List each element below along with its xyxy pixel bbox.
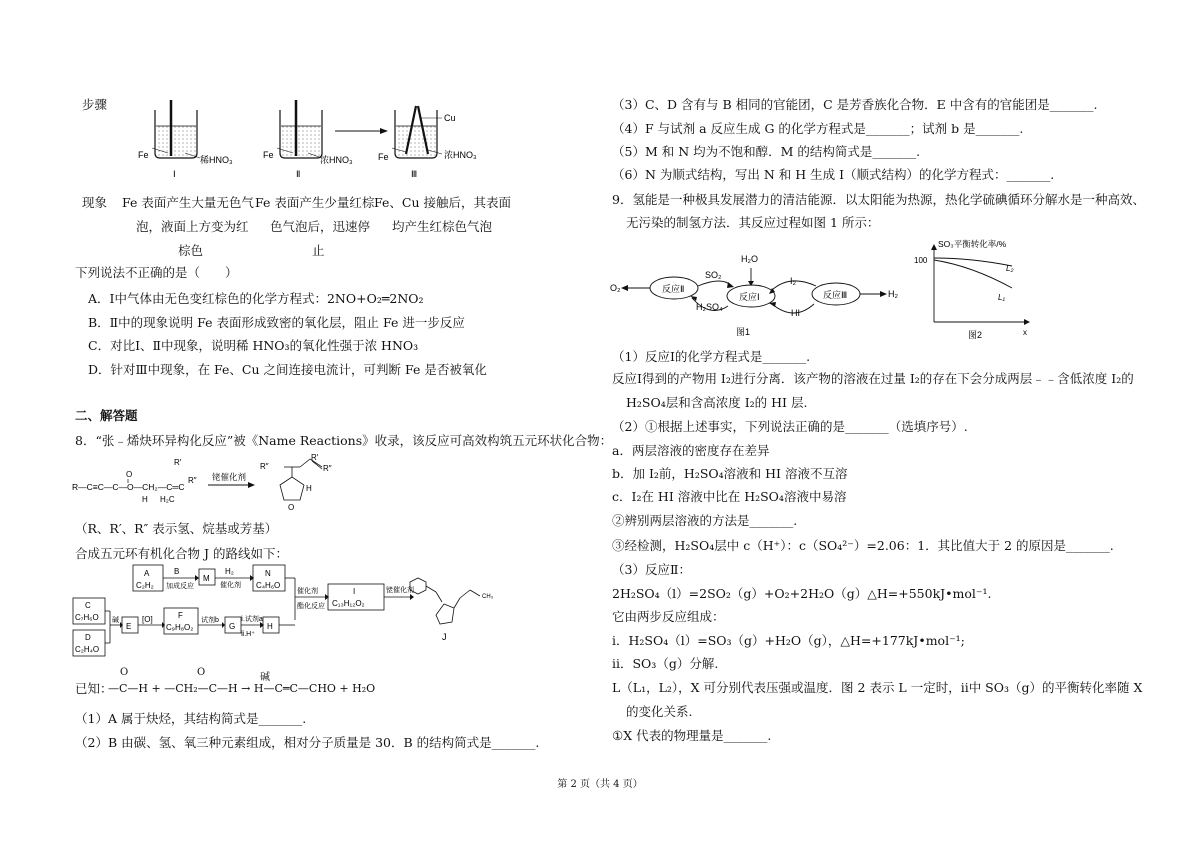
phen-c2-3: 止 bbox=[312, 243, 325, 258]
fig2-x: x bbox=[1023, 328, 1027, 337]
question-7-intro: 下列说法不正确的是（ ） bbox=[75, 265, 238, 280]
subq-3: （3）C、D 含有与 B 相同的官能团，C 是芳香族化合物．E 中含有的官能团是_______. bbox=[612, 97, 1098, 112]
product-r: R″ bbox=[260, 462, 269, 471]
box-f1: F bbox=[178, 611, 183, 620]
phen-c3-1: Fe、Cu 接触后，其表面 bbox=[374, 195, 511, 210]
scheme-b: B bbox=[174, 567, 180, 576]
react-o: O bbox=[126, 470, 133, 479]
question-9-line2: 无污染的制氢方法．其反应过程如图 1 所示： bbox=[626, 215, 880, 230]
fig1-r3: 反应Ⅲ bbox=[823, 290, 848, 300]
box-a1: A bbox=[144, 569, 150, 578]
beaker-3-cu: Cu bbox=[444, 113, 456, 123]
fig1-so2: SO₂ bbox=[705, 270, 722, 280]
part-3: （3）反应Ⅱ： bbox=[612, 562, 691, 577]
react-catalyst: 铑催化剂 bbox=[212, 472, 247, 482]
beaker-1 bbox=[152, 100, 200, 158]
box-g: G bbox=[229, 622, 236, 631]
react-rp: R′ bbox=[174, 458, 182, 467]
beaker-diagrams bbox=[130, 98, 590, 178]
subq-2: （2）B 由碳、氢、氧三种元素组成，相对分子质量是 30．B 的结构简式是_______. bbox=[75, 735, 540, 750]
fig1-i2: I₂ bbox=[790, 276, 796, 286]
product-h: H bbox=[306, 484, 312, 493]
subq-6: （6）N 为顺式结构，写出 N 和 H 生成 I（顺式结构）的化学方程式：_______. bbox=[612, 167, 1055, 182]
box-f2: C₉H₈O₂ bbox=[166, 623, 194, 632]
two-steps: 它由两步反应组成： bbox=[612, 609, 725, 624]
step-i: ⅰ．H₂SO₄（l）=SO₃（g）+H₂O（g），△H=+177kJ•mol⁻¹; bbox=[612, 633, 965, 648]
subq-5: （5）M 和 N 均为不饱和醇．M 的结构简式是_______. bbox=[612, 144, 921, 159]
beaker-3-acid: 浓HNO₃ bbox=[444, 150, 477, 160]
scheme-add: 加成反应 bbox=[166, 583, 194, 590]
known-equation: —C—H + —CH₂—C—H → H—C═C—CHO + H₂O bbox=[108, 682, 376, 695]
phen-c3-2: 均产生红棕色气泡 bbox=[392, 219, 493, 234]
subq-1: （1）A 属于炔烃，其结构简式是_______. bbox=[75, 711, 307, 726]
part-2-q2: ②辨别两层溶液的方法是_______. bbox=[612, 513, 798, 528]
box-c2: C₇H₆O bbox=[75, 613, 99, 622]
fig2-l2: L₂ bbox=[1006, 264, 1014, 273]
figure-2-plot bbox=[912, 240, 1042, 340]
box-d2: C₂H₄O bbox=[75, 645, 100, 654]
fig1-r2: 反应Ⅱ bbox=[662, 284, 685, 294]
phen-c1-2: 泡，液面上方变为红 bbox=[136, 219, 249, 234]
fig1-r1: 反应Ⅰ bbox=[739, 292, 760, 302]
known-o-1: O bbox=[120, 667, 129, 678]
known-catalyst: 碱 bbox=[260, 672, 270, 683]
option-b-miscible: b．加 I₂前，H₂SO₄溶液和 HI 溶液不互溶 bbox=[612, 466, 848, 481]
phen-c1-1: Fe 表面产生大量无色气 bbox=[122, 195, 254, 210]
scheme-rh: 铑催化剂 bbox=[386, 587, 414, 594]
option-c-solubility: c．I₂在 HI 溶液中比在 H₂SO₄溶液中易溶 bbox=[612, 489, 847, 504]
box-m: M bbox=[203, 574, 210, 583]
box-n1: N bbox=[265, 569, 271, 578]
scheme-cat: 催化剂 bbox=[220, 582, 241, 589]
r-note: （R、R′、R″ 表示氢、烷基或芳基） bbox=[75, 521, 278, 536]
option-b: B．Ⅱ中的现象说明 Fe 表面形成致密的氧化层，阻止 Fe 进一步反应 bbox=[88, 315, 465, 330]
synthesis-route bbox=[70, 560, 500, 670]
fig1-hi: HI bbox=[791, 308, 800, 318]
reaction-ii: 2H₂SO₄（l）=2SO₂（g）+O₂+2H₂O（g）△H=+550kJ•mol⁻¹. bbox=[612, 586, 992, 601]
scheme-ra: ⅰ.试剂a bbox=[241, 616, 263, 623]
part-2a: 反应Ⅰ得到的产物用 I₂进行分离．该产物的溶液在过量 I₂的存在下会分成两层﹣﹣含低浓度 I₂的 bbox=[612, 371, 1134, 386]
option-a-density: a．两层溶液的密度存在差异 bbox=[612, 443, 770, 458]
beaker-2-label: Ⅱ bbox=[296, 169, 301, 179]
route-intro: 合成五元环有机化合物 J 的路线如下： bbox=[75, 546, 288, 561]
known-label: 已知： bbox=[75, 681, 113, 696]
scheme-ch3: CH₃ bbox=[482, 594, 494, 600]
l-x-desc-2: 的变化关系. bbox=[626, 704, 693, 719]
beaker-3 bbox=[392, 106, 442, 158]
product-rp: R′ bbox=[311, 453, 319, 462]
fig2-title: SO₃平衡转化率/% bbox=[938, 239, 1007, 249]
box-n2: C₄H₆O bbox=[256, 581, 281, 590]
beaker-2 bbox=[277, 100, 322, 158]
part-1: （1）反应Ⅰ的化学方程式是_______. bbox=[612, 349, 811, 364]
subq-4: （4）F 与试剂 a 反应生成 G 的化学方程式是_______；试剂 b 是_______. bbox=[612, 121, 1024, 136]
fig1-caption: 图1 bbox=[736, 327, 751, 337]
react-h: H bbox=[142, 495, 148, 504]
l-x-desc: L（L₁，L₂），X 可分别代表压强或温度．图 2 表示 L 一定时，ⅱ中 SO₃（g）的平衡转化率随 X bbox=[612, 680, 1143, 695]
box-h: H bbox=[267, 622, 273, 631]
phen-c2-1: Fe 表面产生少量红棕 bbox=[255, 195, 375, 210]
phen-label: 现象 bbox=[82, 195, 108, 210]
box-i1: I bbox=[353, 587, 356, 596]
box-d1: D bbox=[85, 633, 91, 642]
page-footer: 第 2 页（共 4 页） bbox=[557, 779, 643, 790]
box-a2: C₂H₂ bbox=[136, 581, 154, 590]
part-2-q3: ③经检测，H₂SO₄层中 c（H⁺）：c（SO₄²⁻）=2.06：1．其比值大于 2 的原因是_______. bbox=[612, 538, 1114, 553]
phen-c1-3: 棕色 bbox=[178, 243, 204, 258]
fig1-o2: O₂ bbox=[610, 283, 621, 293]
box-c1: C bbox=[85, 601, 91, 610]
beaker-3-fe: Fe bbox=[378, 152, 389, 162]
fig1-h2so4: H₂SO₄ bbox=[696, 302, 723, 312]
react-lhs: R—C≡C—C—O—CH₂—C═C bbox=[72, 482, 185, 492]
steps-label: 步骤 bbox=[82, 97, 108, 112]
beaker-1-label: Ⅰ bbox=[173, 169, 176, 179]
product-o: O bbox=[288, 503, 295, 512]
option-d: D．针对Ⅲ中现象，在 Fe、Cu 之间连接电流计，可判断 Fe 是否被氧化 bbox=[88, 362, 487, 377]
beaker-2-acid: 浓HNO₃ bbox=[320, 155, 353, 165]
figure-1-cycle bbox=[610, 248, 900, 348]
part-2b: H₂SO₄层和含高浓度 I₂的 HI 层. bbox=[626, 395, 808, 410]
fig1-h2: H₂ bbox=[888, 289, 898, 299]
zhang-reaction bbox=[70, 455, 370, 515]
scheme-alk: 碱 bbox=[112, 617, 119, 624]
fig2-y100: 100 bbox=[914, 256, 928, 265]
fig1-h2o: H₂O bbox=[741, 254, 758, 264]
beaker-1-acid: 稀HNO₃ bbox=[200, 155, 233, 165]
product-rpp: R″ bbox=[323, 464, 332, 473]
beaker-1-fe: Fe bbox=[138, 150, 149, 160]
react-rpp: R″ bbox=[188, 476, 197, 485]
scheme-rb: 试剂b bbox=[201, 617, 219, 624]
known-o-2: O bbox=[197, 667, 206, 678]
question-8: 8．“张﹣烯炔环异构化反应”被《Name Reactions》收录，该反应可高效构筑五元环状化合物： bbox=[75, 433, 613, 448]
beaker-3-label: Ⅲ bbox=[411, 169, 418, 179]
scheme-esterif: 酯化反应 bbox=[297, 603, 325, 610]
compound-j: J bbox=[442, 632, 447, 642]
part-3-q1: ①X 代表的物理量是_______. bbox=[612, 728, 772, 743]
react-h2c: H₂C bbox=[160, 495, 175, 504]
scheme-hplus: ⅱ.H⁺ bbox=[241, 631, 255, 638]
beaker-2-fe: Fe bbox=[263, 150, 274, 160]
box-e: E bbox=[126, 622, 132, 631]
question-9-line1: 9．氢能是一种极具发展潜力的清洁能源．以太阳能为热源，热化学硫碘循环分解水是一种高效、 bbox=[612, 192, 1145, 207]
fig2-caption: 图2 bbox=[968, 330, 983, 340]
option-c: C．对比Ⅰ、Ⅱ中现象，说明稀 HNO₃的氧化性强于浓 HNO₃ bbox=[88, 338, 419, 353]
phen-c2-2: 色气泡后，迅速停 bbox=[270, 219, 371, 234]
fig2-l1: L₁ bbox=[998, 293, 1005, 302]
box-i2: C₁₃H₁₂O₂ bbox=[332, 599, 365, 608]
step-ii: ⅱ．SO₃（g）分解. bbox=[612, 656, 719, 671]
section-title: 二、解答题 bbox=[75, 408, 138, 423]
scheme-ox: [O] bbox=[142, 615, 153, 624]
scheme-h2: H₂ bbox=[225, 567, 234, 576]
option-a: A．Ⅰ中气体由无色变红棕色的化学方程式：2NO+O₂═2NO₂ bbox=[88, 291, 424, 306]
scheme-acid-cat: 催化剂 bbox=[297, 588, 318, 595]
part-2-q1: （2）①根据上述事实，下列说法正确的是_______（选填序号）. bbox=[612, 419, 968, 434]
